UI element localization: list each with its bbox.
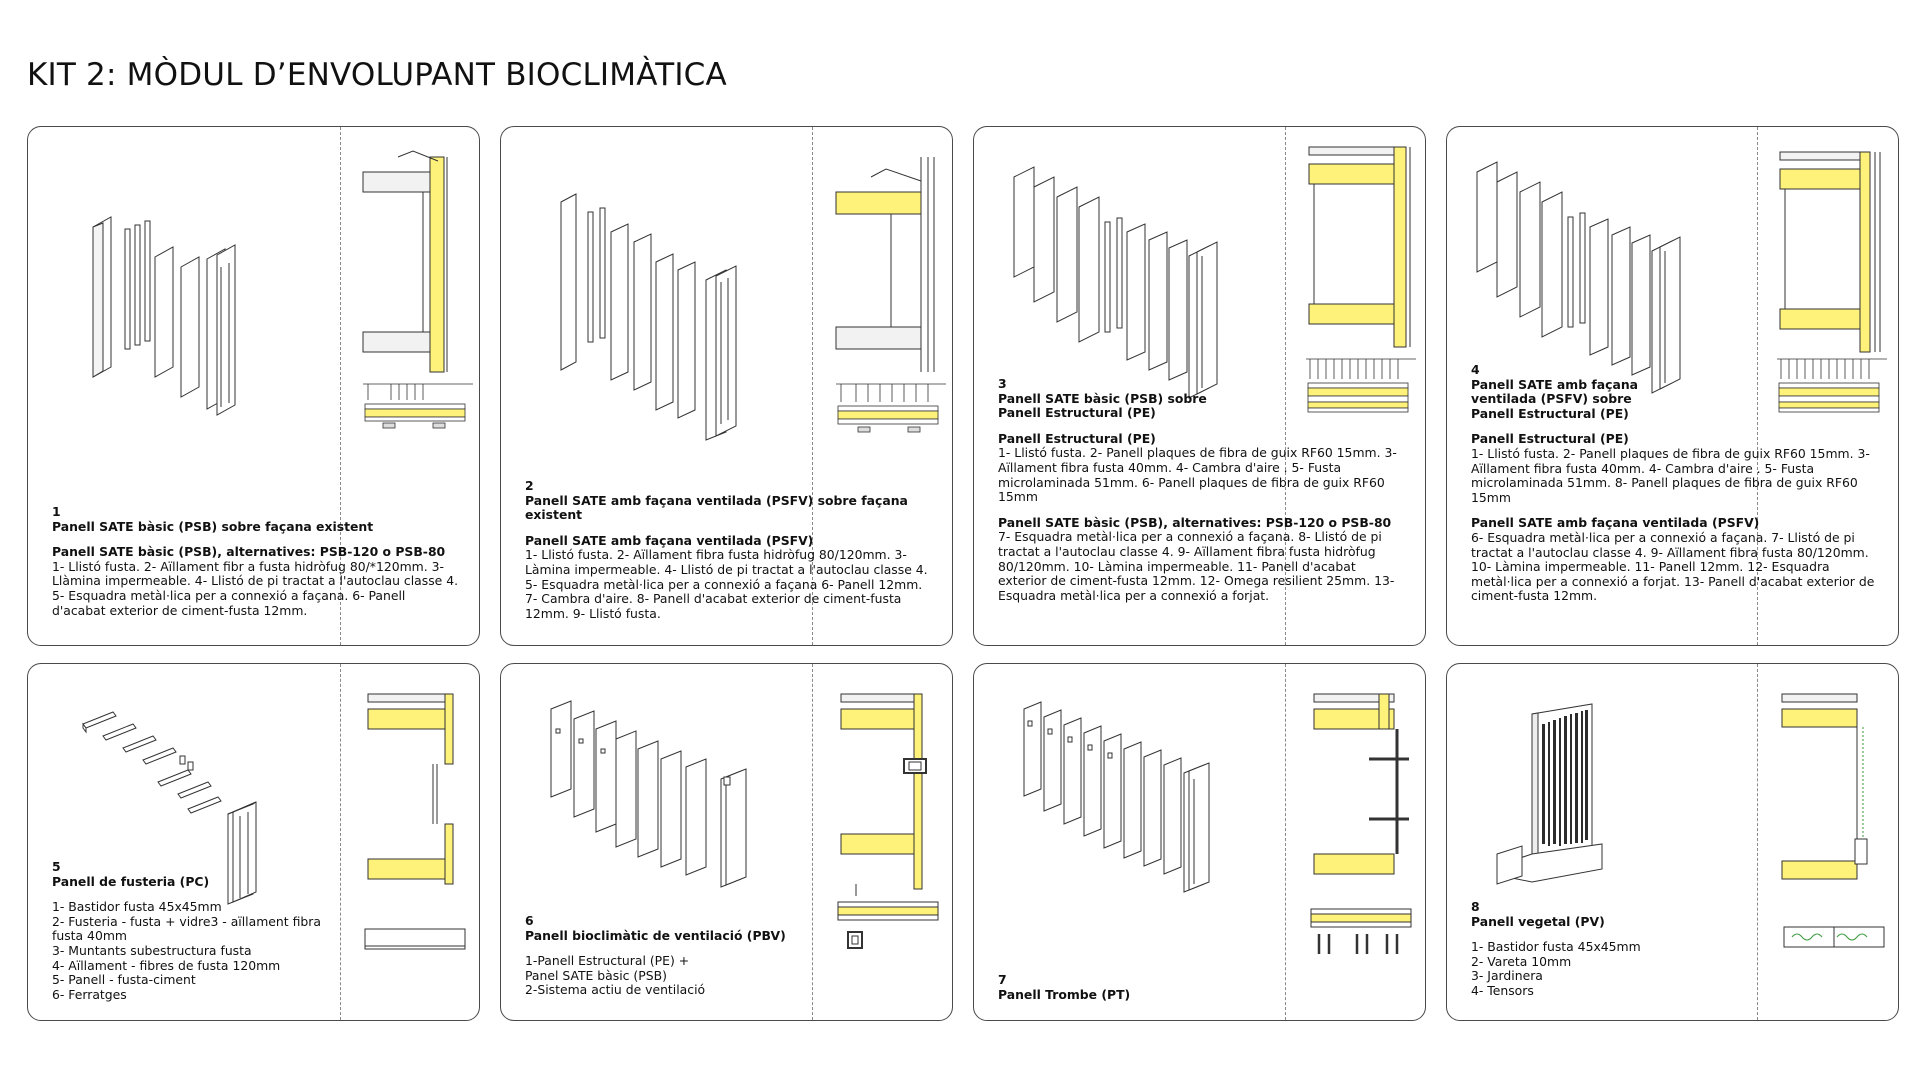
panel-description (525, 479, 935, 621)
panel-description (52, 505, 462, 618)
panel-card-4 (1446, 126, 1899, 646)
panel-number: 6 (525, 913, 534, 928)
panel-card-1 (27, 126, 480, 646)
panel-name: Panell de fusteria (PC) (52, 873, 210, 889)
section-body: 6- Esquadra metàl·lica per a connexió a façana. 7- Llistó de pi tractat a l'autoclau classe 4. 9- Aïllament fibra fusta 80/120mm. 10- Làmina impermeable. 11- Panell 12mm. 12- Esquadra metàl·lica per a connexió a forjat. 13- Panell d'acabat exterior de ciment-fusta 12mm. (1471, 529, 1875, 604)
panel-number: 3 (998, 376, 1007, 391)
panel-name: Panell SATE bàsic (PSB) sobre façana existent (52, 518, 374, 534)
panel-number: 5 (52, 859, 61, 874)
panel-number: 7 (998, 972, 1007, 987)
exploded-axonometric-drawing (546, 699, 776, 899)
section-body: 1- Llistó fusta. 2- Aïllament fibr a fusta hidròfug 80/*120mm. 3- Llàmina impermeable. 4- Llistó de pi tractat a l'autoclau classe 4. 5- Esquadra metàl·lica per a connexió a façana. 6- Panell d'acabat exterior de ciment-fusta 12mm. (52, 558, 459, 618)
panel-name: Panell SATE amb façana ventilada (PSFV) sobre Panell Estructural (PE) (1471, 376, 1639, 421)
panel-description (998, 377, 1408, 603)
panel-card-8 (1446, 663, 1899, 1021)
panel-name: Panell SATE bàsic (PSB) sobre Panell Estructural (PE) (998, 390, 1207, 421)
panel-name: Panell Trombe (PT) (998, 986, 1131, 1002)
section-body: 1- Llistó fusta. 2- Panell plaques de fibra de guix RF60 15mm. 3- Aïllament fibra fusta 40mm. 4- Cambra d'aire . 5- Fusta microlaminada 51mm. 6- Panell plaques de fibra de guix RF60 15mm (998, 445, 1397, 505)
panel-description (998, 973, 1408, 1002)
vertical-section-detail (1304, 142, 1426, 352)
panel-number: 4 (1471, 362, 1480, 377)
section-body: 1- Bastidor fusta 45x45mm 2- Fusteria - fusta + vidre3 - aïllament fibra fusta 40mm 3- Muntants subestructura fusta 4- Aïllament - fibres de fusta 120mm 5- Panell - fusta-ciment 6- Ferratges (52, 899, 321, 1002)
panel-card-3 (973, 126, 1426, 646)
vertical-section-detail (831, 147, 953, 377)
section-body: 1- Llistó fusta. 2- Aïllament fibra fusta hidròfug 80/120mm. 3- Làmina impermeable. 4- Llistó de pi tractat a l'autoclau classe 4. 5- Esquadra metàl·lica per a connexió a façana 6- Panell 12mm. 7- Cambra d'aire. 8- Panell d'acabat exterior de ciment-fusta 12mm. 9- Llistó fusta. (525, 547, 928, 621)
section-heading: Panell SATE amb façana ventilada (PSFV) (1471, 515, 1760, 531)
panel-number: 1 (52, 504, 61, 519)
panel-description (1471, 363, 1881, 604)
panel-description (525, 914, 935, 998)
card-divider (1285, 664, 1286, 1020)
exploded-axonometric-drawing (1009, 152, 1239, 402)
section-heading: Panell SATE bàsic (PSB), alternatives: PSB-120 o PSB-80 (998, 514, 1392, 530)
horizontal-section-detail (1309, 904, 1419, 984)
section-body: 1- Llistó fusta. 2- Panell plaques de fibra de guix RF60 15mm. 3- Aïllament fibra fusta 40mm. 4- Cambra d'aire . 5- Fusta microlaminada 51mm. 8- Panell plaques de fibra de guix RF60 15mm (1471, 445, 1870, 505)
horizontal-section-detail (836, 380, 946, 445)
panel-card-2 (500, 126, 953, 646)
vertical-section-detail (1777, 689, 1887, 899)
vertical-section-detail (358, 147, 480, 377)
panel-description (52, 860, 462, 1002)
section-heading: Panell Estructural (PE) (998, 430, 1156, 446)
exploded-axonometric-drawing (556, 162, 776, 442)
page-title: KIT 2: MÒDUL D’ENVOLUPANT BIOCLIMÀTICA (27, 57, 727, 93)
panel-description (1471, 900, 1881, 999)
panel-name: Panell SATE amb façana ventilada (PSFV) sobre façana existent (525, 492, 908, 523)
vertical-section-detail (1775, 147, 1899, 357)
panel-number: 8 (1471, 899, 1480, 914)
section-body: 1-Panell Estructural (PE) + Panel SATE bàsic (PSB) 2-Sistema actiu de ventilació (525, 953, 706, 998)
section-heading: Panell Estructural (PE) (1471, 431, 1629, 447)
section-heading: Panell SATE amb façana ventilada (PSFV) (525, 532, 814, 548)
panel-card-5 (27, 663, 480, 1021)
panel-number: 2 (525, 478, 534, 493)
exploded-axonometric-drawing (1019, 699, 1239, 899)
section-body: 1- Bastidor fusta 45x45mm 2- Vareta 10mm 3- Jardinera 4- Tensors (1471, 939, 1641, 998)
horizontal-section-detail (363, 380, 473, 440)
exploded-axonometric-drawing (83, 167, 283, 427)
section-heading: Panell SATE bàsic (PSB), alternatives: PSB-120 o PSB-80 (52, 544, 446, 560)
panel-card-7 (973, 663, 1426, 1021)
panel-name: Panell bioclimàtic de ventilació (PBV) (525, 927, 786, 943)
panel-card-6 (500, 663, 953, 1021)
vertical-section-detail (1309, 689, 1419, 899)
panel-name: Panell vegetal (PV) (1471, 913, 1605, 929)
vertical-section-detail (836, 689, 946, 899)
section-body: 7- Esquadra metàl·lica per a connexió a façana. 8- Llistó de pi tractat a l'autoclau classe 4. 9- Aïllament fibra fusta hidròfug 80/120mm. 10- Làmina impermeable. 11- Panell d'acabat exterior de ciment-fusta 12mm. 12- Omega resilient 25mm. 13- Esquadra metàl·lica per a connexió a forjat. (998, 529, 1395, 603)
exploded-axonometric-drawing (1492, 704, 1632, 894)
exploded-axonometric-drawing (1472, 147, 1702, 397)
